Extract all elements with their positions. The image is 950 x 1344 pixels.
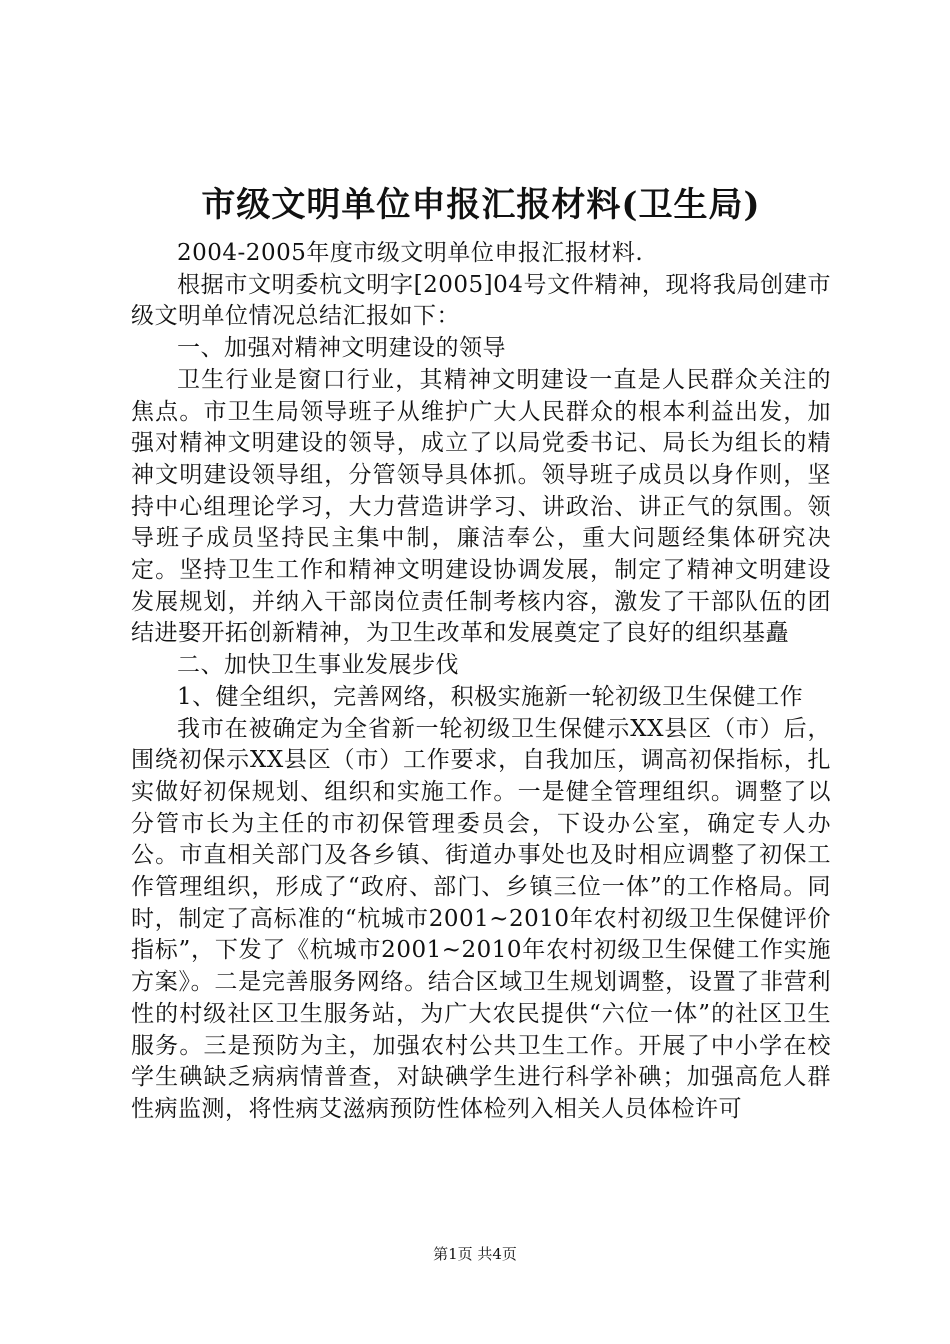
subsection-heading: 1、健全组织，完善网络，积极实施新一轮初级卫生保健工作 xyxy=(177,683,804,710)
section-heading: 一、加强对精神文明建设的领导 xyxy=(177,335,506,362)
document-title: 市级文明单位申报汇报材料(卫生局) xyxy=(201,185,761,225)
section-heading: 二、加快卫生事业发展步伐 xyxy=(177,652,459,679)
document-page xyxy=(131,180,831,1126)
paragraph: 根据市文明委杭文明字[2005]04号文件精神，现将我局创建市级文明单位情况总结汇报如下： xyxy=(131,271,831,330)
paragraph: 2004-2005年度市级文明单位申报汇报材料. xyxy=(177,240,644,266)
paragraph: 我市在被确定为全省新一轮初级卫生保健示XX县区（市）后，围绕初保示XX县区（市）工作要求，自我加压，调高初保指标，扎实做好初保规划、组织和实施工作。一是健全管理组织。调整了以分管市长为主任的市初保管理委员会，下设办公室，确定专人办公。市直相关部门及各乡镇、街道办事处也及时相应调整了初保工作管理组织，形成了“政府、部门、乡镇三位一体”的工作格局。同时，制定了高标准的“杭城市2001~2010年农村初级卫生保健评价指标”，下发了《杭城市2001~2010年农村初级卫生保健工作实施方案》。二是完善服务网络。结合区域卫生规划调整，设置了非营利性的村级社区卫生服务站，为广大农民提供“六位一体”的社区卫生服务。三是预防为主，加强农村公共卫生工作。开展了中小学在校学生碘缺乏病病情普查，对缺碘学生进行科学补碘；加强高危人群性病监测，将性病艾滋病预防性体检列入相关人员体检许可 xyxy=(131,715,831,1122)
paragraph: 卫生行业是窗口行业，其精神文明建设一直是人民群众关注的焦点。市卫生局领导班子从维护广大人民群众的根本利益出发，加强对精神文明建设的领导，成立了以局党委书记、局长为组长的精神文明建设领导组，分管领导具体抓。领导班子成员以身作则，坚持中心组理论学习，大力营造讲学习、讲政治、讲正气的氛围。领导班子成员坚持民主集中制，廉洁奉公，重大问题经集体研究决定。坚持卫生工作和精神文明建设协调发展，制定了精神文明建设发展规划，并纳入干部岗位责任制考核内容，激发了干部队伍的团结进娶开拓创新精神，为卫生改革和发展奠定了良好的组织基矗 xyxy=(131,366,831,647)
page-footer: 第1页 共4页 xyxy=(433,1245,517,1263)
document-body xyxy=(131,238,831,1126)
